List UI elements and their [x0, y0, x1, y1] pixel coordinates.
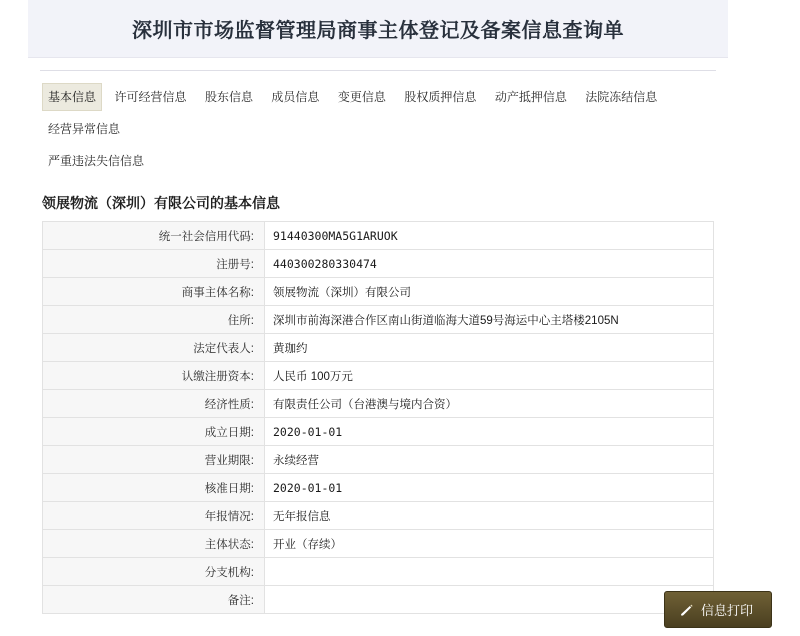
- tab-chattel-mortgage-info[interactable]: 动产抵押信息: [494, 90, 567, 104]
- print-info-button[interactable]: [664, 591, 772, 628]
- right-margin: [772, 0, 800, 636]
- row-value: 人民币 100万元: [265, 362, 714, 390]
- tab-license-info[interactable]: 许可经营信息: [114, 90, 187, 104]
- print-info-label: 信息打印: [700, 603, 753, 618]
- row-value: 永续经营: [265, 446, 714, 474]
- tab-serious-violation-info[interactable]: 严重违法失信信息: [48, 154, 145, 168]
- basic-info-table: [42, 221, 714, 614]
- row-label: 法定代表人:: [43, 334, 265, 362]
- pencil-icon: [679, 603, 693, 617]
- title-band: [28, 0, 728, 58]
- table-row: [43, 474, 714, 502]
- tab-change-info[interactable]: 变更信息: [337, 90, 386, 104]
- table-row: [43, 306, 714, 334]
- document-sheet: [28, 0, 728, 636]
- tab-shareholder-info[interactable]: 股东信息: [204, 90, 253, 104]
- table-row: [43, 390, 714, 418]
- row-label: 注册号:: [43, 250, 265, 278]
- row-value: 有限责任公司（台港澳与境内合资）: [265, 390, 714, 418]
- row-value: [265, 586, 714, 614]
- tab-abnormal-operation-info[interactable]: 经营异常信息: [48, 122, 121, 136]
- row-label: 核准日期:: [43, 474, 265, 502]
- table-row: [43, 558, 714, 586]
- tab-member-info[interactable]: 成员信息: [271, 90, 320, 104]
- row-value: 无年报信息: [265, 502, 714, 530]
- left-margin: [0, 0, 28, 636]
- row-label: 经济性质:: [43, 390, 265, 418]
- table-row: [43, 530, 714, 558]
- tab-bar[interactable]: [28, 71, 728, 179]
- table-row: [43, 222, 714, 250]
- row-label: 住所:: [43, 306, 265, 334]
- table-row: [43, 502, 714, 530]
- row-value: 开业（存续）: [265, 530, 714, 558]
- table-row: [43, 446, 714, 474]
- tab-court-freeze-info[interactable]: 法院冻结信息: [585, 90, 658, 104]
- row-label: 成立日期:: [43, 418, 265, 446]
- row-label: 认缴注册资本:: [43, 362, 265, 390]
- row-label: 备注:: [43, 586, 265, 614]
- row-value: 2020-01-01: [265, 418, 714, 446]
- table-row: [43, 362, 714, 390]
- tab-equity-pledge-info[interactable]: 股权质押信息: [404, 90, 477, 104]
- page-title: 深圳市市场监督管理局商事主体登记及备案信息查询单: [132, 20, 624, 42]
- print-button-area: [664, 591, 772, 628]
- row-label: 分支机构:: [43, 558, 265, 586]
- row-label: 年报情况:: [43, 502, 265, 530]
- table-row: [43, 334, 714, 362]
- table-row: [43, 418, 714, 446]
- table-row: [43, 278, 714, 306]
- row-label: 主体状态:: [43, 530, 265, 558]
- row-value: 深圳市前海深港合作区南山街道临海大道59号海运中心主塔楼2105N: [265, 306, 714, 334]
- row-value: 91440300MA5G1ARUOK: [265, 222, 714, 250]
- row-label: 统一社会信用代码:: [43, 222, 265, 250]
- tab-basic-info[interactable]: 基本信息: [42, 83, 102, 111]
- table-row: [43, 586, 714, 614]
- section-title: 领展物流（深圳）有限公司的基本信息: [42, 195, 280, 211]
- row-label: 商事主体名称:: [43, 278, 265, 306]
- row-value: [265, 558, 714, 586]
- row-value: 440300280330474: [265, 250, 714, 278]
- row-value: 2020-01-01: [265, 474, 714, 502]
- row-label: 营业期限:: [43, 446, 265, 474]
- row-value: 黄珈约: [265, 334, 714, 362]
- row-value: 领展物流（深圳）有限公司: [265, 278, 714, 306]
- table-row: [43, 250, 714, 278]
